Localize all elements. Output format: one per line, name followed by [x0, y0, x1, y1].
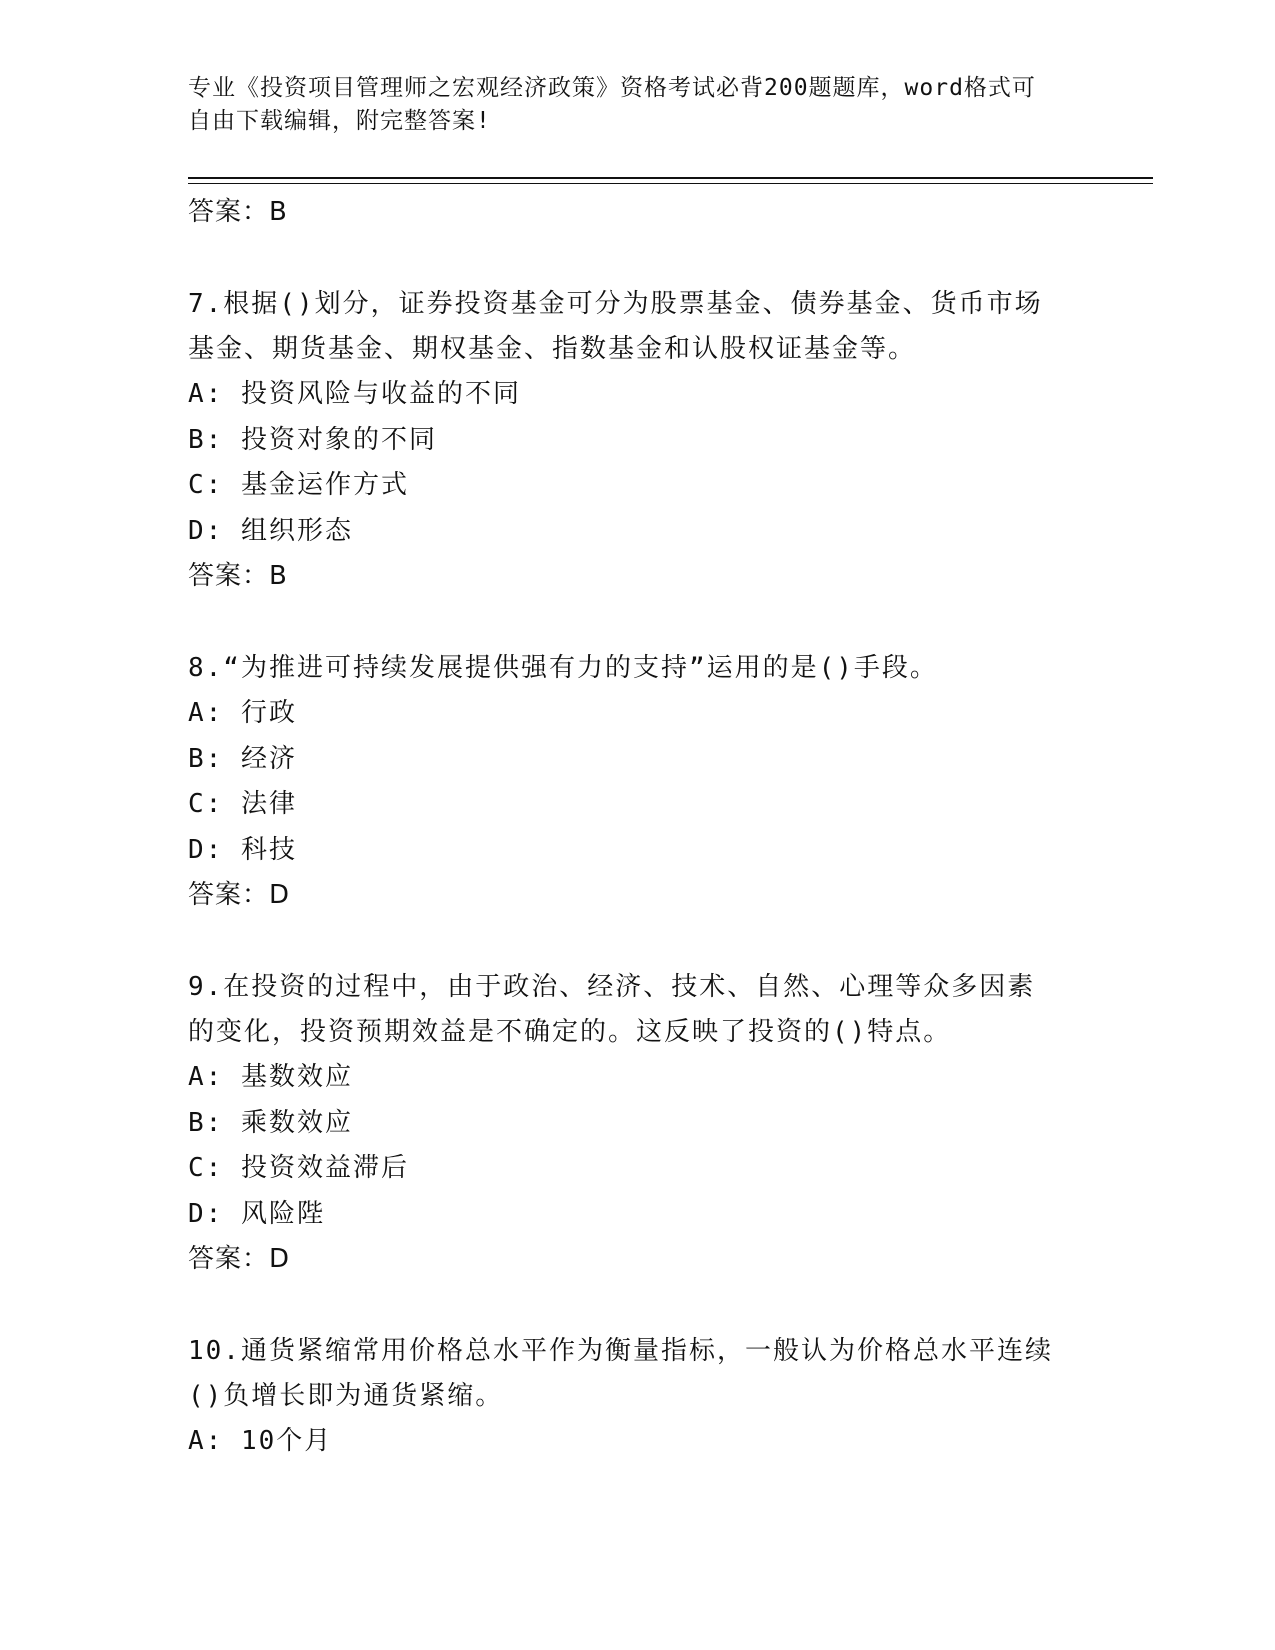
- question-9: [188, 965, 1088, 1055]
- question-10: [188, 1329, 1088, 1419]
- document-header: [188, 72, 1088, 138]
- option-b: B: 投资对象的不同: [188, 424, 437, 455]
- header-line-2: 自由下载编辑，附完整答案!: [188, 108, 491, 134]
- question-stem: 8.“为推进可持续发展提供强有力的支持”运用的是()手段。: [188, 653, 938, 683]
- option-a: A: 行政: [188, 698, 297, 728]
- option-a: A: 10个月: [188, 1426, 333, 1456]
- spacer: [188, 1281, 1088, 1329]
- question-8: [188, 646, 1088, 691]
- answer-line: 答案：B: [188, 561, 288, 591]
- answer-line: 答案：B: [188, 197, 288, 227]
- option-c: C: 基金运作方式: [188, 470, 409, 500]
- option-b: B: 经济: [188, 743, 297, 774]
- answer-line: 答案：D: [188, 1244, 291, 1274]
- question-stem: 7.根据()划分，证券投资基金可分为股票基金、债券基金、货币市场: [188, 289, 1043, 319]
- header-line-1: 专业《投资项目管理师之宏观经济政策》资格考试必背200题题库，word格式可: [188, 75, 1036, 101]
- header-divider-thin: [188, 183, 1153, 184]
- spacer: [188, 917, 1088, 965]
- header-divider-thick: [188, 177, 1153, 179]
- option-d: D: 科技: [188, 834, 297, 865]
- option-a: A: 基数效应: [188, 1062, 353, 1092]
- document-body: [188, 190, 1088, 1465]
- option-b: B: 乘数效应: [188, 1107, 353, 1138]
- spacer: [188, 598, 1088, 646]
- question-stem: 9.在投资的过程中，由于政治、经济、技术、自然、心理等众多因素: [188, 972, 1036, 1002]
- option-c: C: 法律: [188, 789, 297, 819]
- question-stem: 10.通货紧缩常用价格总水平作为衡量指标，一般认为价格总水平连续: [188, 1336, 1053, 1366]
- option-d: D: 组织形态: [188, 515, 353, 546]
- question-7: [188, 282, 1088, 372]
- option-a: A: 投资风险与收益的不同: [188, 379, 521, 409]
- option-c: C: 投资效益滞后: [188, 1153, 409, 1183]
- question-stem: ()负增长即为通货紧缩。: [188, 1381, 504, 1411]
- question-stem: 基金、期货基金、期权基金、指数基金和认股权证基金等。: [188, 334, 917, 364]
- question-stem: 的变化，投资预期效益是不确定的。这反映了投资的()特点。: [188, 1017, 952, 1047]
- option-d: D: 风险陛: [188, 1198, 325, 1229]
- spacer: [188, 234, 1088, 282]
- answer-line: 答案：D: [188, 880, 291, 910]
